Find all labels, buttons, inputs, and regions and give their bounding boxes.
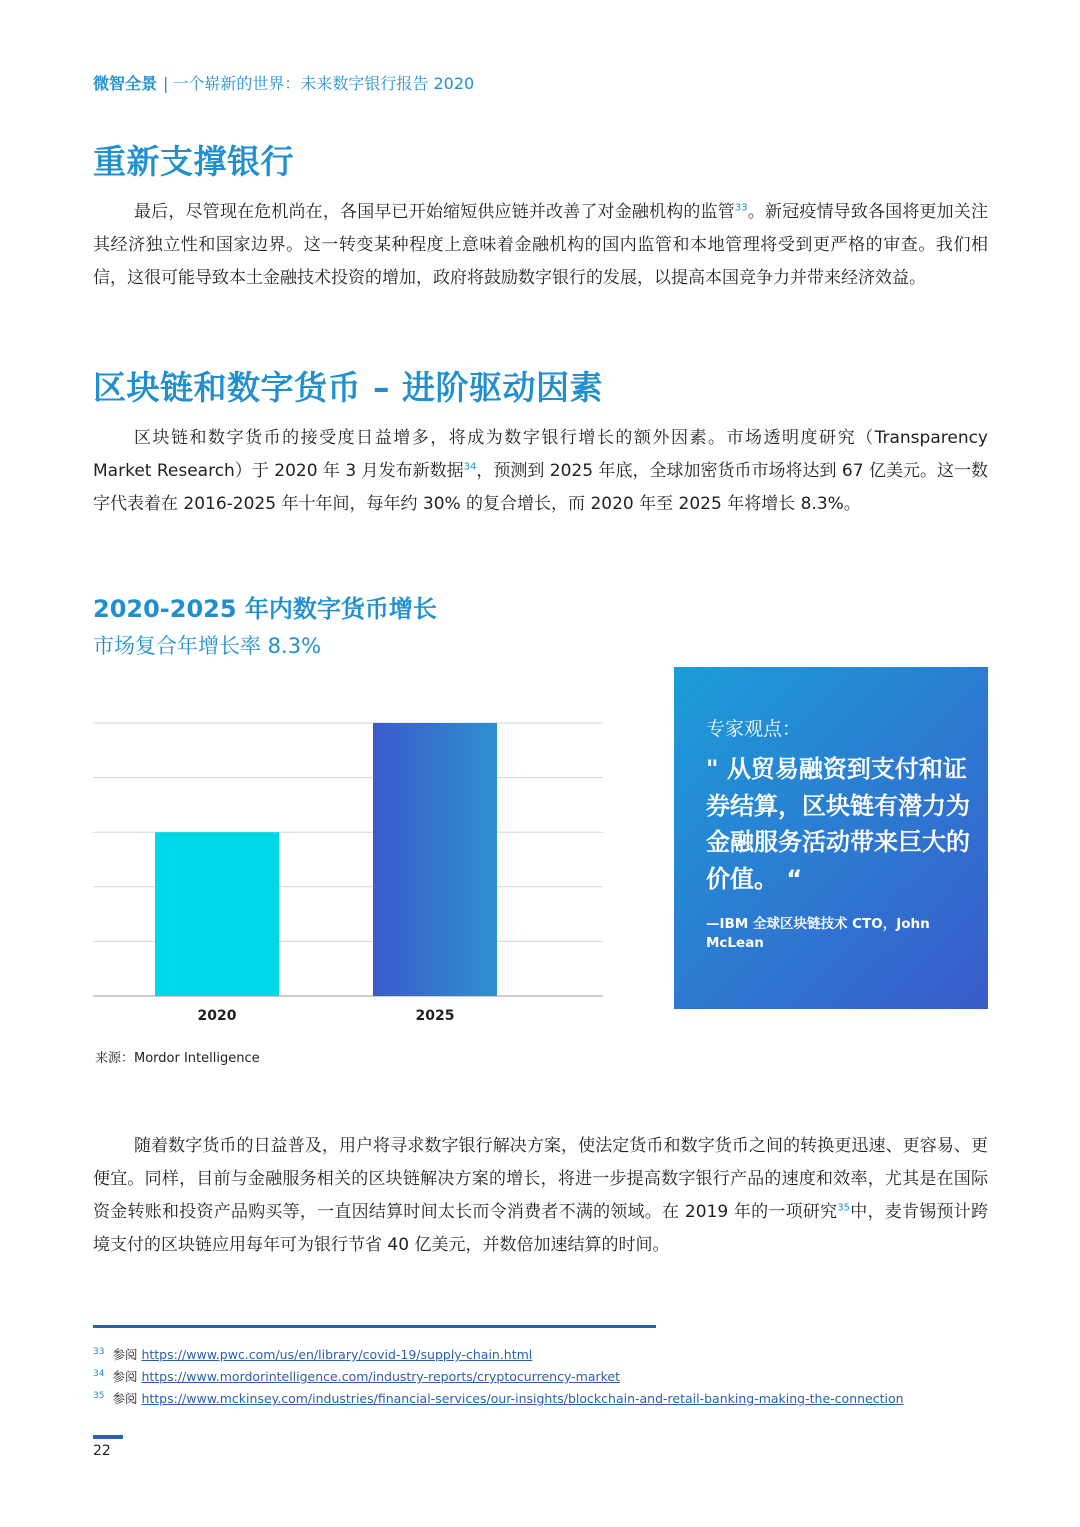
footnote-number: 35	[93, 1391, 105, 1401]
bar-chart	[93, 710, 608, 1035]
chart-subtitle: 市场复合年增长率 8.3%	[93, 634, 322, 658]
header-subtitle: 一个崭新的世界：未来数字银行报告 2020	[172, 74, 475, 93]
expert-quote-box	[674, 667, 988, 1009]
footnote-prefix: 参阅	[112, 1369, 138, 1385]
section-title-blockchain: 区块链和数字货币 – 进阶驱动因素	[93, 368, 603, 407]
chart-title: 2020-2025 年内数字货币增长	[93, 595, 437, 623]
footnote-divider	[93, 1325, 656, 1328]
paragraph-text: 区块链和数字货币的接受度日益增多，将成为数字银行增长的额外因素。市场透明度研究（Transparency Market Research）于 2020 年 3 月发布新数据	[93, 428, 988, 481]
chart-x-labels	[198, 1008, 455, 1024]
quote-author: —IBM 全球区块链技术 CTO，John McLean	[706, 916, 930, 951]
footnote-33	[93, 1343, 532, 1364]
footnote-number: 34	[93, 1369, 105, 1379]
footnote-35	[93, 1387, 904, 1408]
page-number-rule	[93, 1435, 123, 1439]
quote-text: " 从贸易融资到支付和证券结算，区块链有潜力为金融服务活动带来巨大的价值。 “	[706, 755, 970, 893]
footnote-link[interactable]: https://www.mckinsey.com/industries/financial-services/our-insights/blockchain-and-retail-banking-making-the-connection	[141, 1391, 904, 1407]
page-number: 22	[93, 1443, 111, 1459]
paragraph-text: 。新冠疫情导致各国将更加关注其经济独立性和国家边界。这一转变某种程度上意味着金融机构的国内监管和本地管理将受到更严格的审查。我们相信，这很可能导致本土金融技术投资的增加，政府将鼓励数字银行的发展，以提高本国竞争力并带来经济效益。	[93, 202, 989, 288]
paragraph-reinforce-banks	[93, 196, 988, 295]
header-brand: 微智全景	[93, 74, 158, 93]
footnote-link[interactable]: https://www.pwc.com/us/en/library/covid-19/supply-chain.html	[141, 1347, 533, 1363]
paragraph-text: ，预测到 2025 年底，全球加密货币市场将达到 67 亿美元。这一数字代表着在 2016-2025 年十年间，每年约 30% 的复合增长，而 2020 年至 2025 年将增长 8.3%。	[93, 461, 988, 514]
section-title-reinforce-banks: 重新支撑银行	[93, 142, 294, 181]
header-separator: |	[163, 74, 169, 93]
paragraph-text: 最后，尽管现在危机尚在，各国早已开始缩短供应链并改善了对金融机构的监管	[134, 202, 735, 222]
quote-label: 专家观点：	[706, 718, 802, 740]
paragraph-blockchain-intro	[93, 422, 988, 521]
footnote-link[interactable]: https://www.mordorintelligence.com/industry-reports/cryptocurrency-market	[141, 1369, 621, 1385]
bar-2020	[155, 832, 279, 996]
x-tick-label: 2025	[415, 1008, 455, 1024]
bar-2025	[373, 723, 497, 996]
footnote-ref-34[interactable]: 34	[463, 461, 477, 473]
paragraph-text: 随着数字货币的日益普及，用户将寻求数字银行解决方案，使法定货币和数字货币之间的转换更迅速、更容易、更便宜。同样，目前与金融服务相关的区块链解决方案的增长，将进一步提高数字银行产品的速度和效率，尤其是在国际资金转账和投资产品购买等，一直因结算时间太长而令消费者不满的领域。在 2019 年的一项研究	[93, 1136, 988, 1222]
footnote-prefix: 参阅	[112, 1391, 138, 1407]
footnote-prefix: 参阅	[112, 1347, 138, 1363]
chart-bars	[155, 723, 497, 996]
paragraph-blockchain-adoption	[93, 1130, 988, 1262]
x-tick-label: 2020	[197, 1008, 237, 1024]
paragraph-text: 中，麦肯锡预计跨境支付的区块链应用每年可为银行节省 40 亿美元，并数倍加速结算的时间。	[93, 1202, 988, 1255]
footnote-number: 33	[93, 1347, 105, 1357]
footnote-ref-33[interactable]: 33	[734, 202, 748, 214]
footnote-34	[93, 1365, 620, 1386]
footnote-ref-35[interactable]: 35	[837, 1202, 851, 1214]
running-header	[93, 72, 474, 96]
chart-source: 来源：Mordor Intelligence	[95, 1051, 260, 1066]
